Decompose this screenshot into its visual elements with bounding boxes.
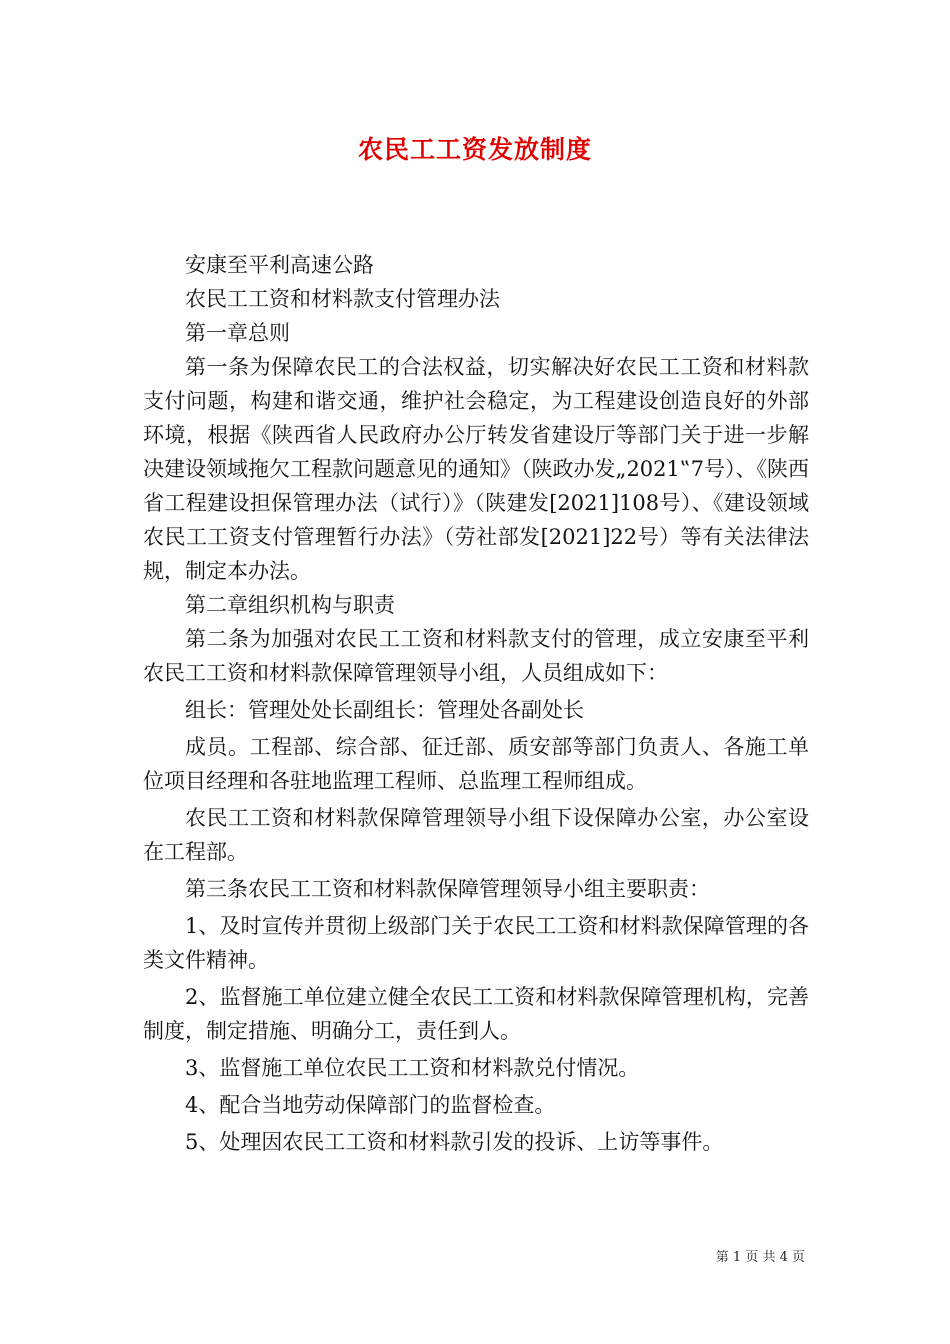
paragraph-duty-5: 5、处理因农民工工资和材料款引发的投诉、上访等事件。 (185, 1130, 724, 1154)
paragraph-duty-1: 1、及时宣传并贯彻上级部门关于农民工工资和材料款保障管理的各类文件精神。 (143, 914, 809, 972)
paragraph-duty-4: 4、配合当地劳动保障部门的监督检查。 (185, 1093, 556, 1117)
paragraph-duty-2: 2、监督施工单位建立健全农民工工资和材料款保障管理机构，完善制度，制定措施、明确分工，责任到人。 (143, 985, 809, 1043)
paragraph-chapter-2-heading: 第二章组织机构与职责 (185, 593, 395, 617)
page-number: 第 1 页 共 4 页 (715, 1250, 805, 1265)
paragraph-article-3: 第三条农民工工资和材料款保障管理领导小组主要职责： (185, 877, 710, 901)
paragraph-duty-3: 3、监督施工单位农民工工资和材料款兑付情况。 (185, 1056, 640, 1080)
document-title: 农民工工资发放制度 (357, 135, 592, 164)
paragraph-chapter-1-heading: 第一章总则 (185, 321, 290, 345)
paragraph-regulation-name: 农民工工资和材料款支付管理办法 (185, 287, 500, 311)
document-body (143, 248, 809, 1159)
paragraph-project-name: 安康至平利高速公路 (185, 253, 374, 277)
paragraph-members: 成员。工程部、综合部、征迁部、质安部等部门负责人、各施工单位项目经理和各驻地监理工程师、总监理工程师组成。 (143, 735, 809, 793)
paragraph-office: 农民工工资和材料款保障管理领导小组下设保障办公室，办公室设在工程部。 (143, 806, 809, 864)
paragraph-article-2: 第二条为加强对农民工工资和材料款支付的管理，成立安康至平利农民工工资和材料款保障管理领导小组，人员组成如下： (143, 627, 809, 685)
paragraph-leaders: 组长：管理处处长副组长：管理处各副处长 (185, 698, 584, 722)
paragraph-article-1: 第一条为保障农民工的合法权益，切实解决好农民工工资和材料款支付问题，构建和谐交通，维护社会稳定，为工程建设创造良好的外部环境，根据《陕西省人民政府办公厅转发省建设厅等部门关于进一步解决建设领域拖欠工程款问题意见的通知》（陕政办发„2021‟7号）、《陕西省工程建设担保管理办法（试行）》（陕建发[2021]108号）、《建设领域农民工工资支付管理暂行办法》（劳社部发[2021]22号）等有关法律法规，制定本办法。 (143, 355, 809, 583)
